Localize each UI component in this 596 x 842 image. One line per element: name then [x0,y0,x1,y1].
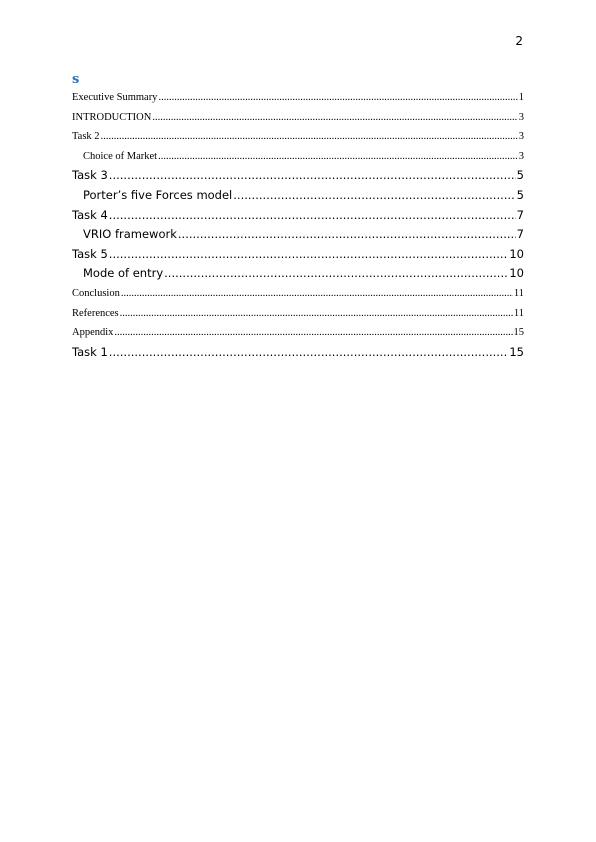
toc-entry-conclusion[interactable] [72,284,524,304]
toc-entry-page: 10 [509,266,524,281]
toc-entry-page: 3 [518,150,524,162]
toc-entry-porters-five-forces[interactable] [72,186,524,206]
toc-entry-choice-of-market[interactable] [72,147,524,167]
toc-dot-leader [114,323,512,343]
toc-dot-leader [178,225,516,245]
toc-entry-page: 1 [518,92,524,103]
toc-entry-label: Porter’s five Forces model [83,187,233,202]
toc-entry-page: 3 [518,111,524,123]
toc-entry-label: Choice of Market [83,150,158,162]
toc-entry-page: 11 [513,287,524,299]
toc-entry-task-1[interactable] [72,343,524,363]
toc-heading: s [72,72,80,87]
toc-entry-page: 7 [516,227,524,242]
toc-dot-leader [109,343,509,363]
toc-entry-mode-of-entry[interactable] [72,264,524,284]
toc-entry-executive-summary[interactable] [72,88,524,108]
toc-entry-page: 11 [513,307,524,319]
page-number: 2 [515,34,523,48]
toc-entry-page: 5 [516,168,524,183]
toc-dot-leader [121,284,513,304]
toc-entry-task-5[interactable] [72,245,524,265]
toc-entry-label: INTRODUCTION [72,111,152,123]
toc-dot-leader [158,147,518,167]
toc-entry-page: 3 [518,131,524,143]
toc-dot-leader [164,264,508,284]
toc-dot-leader [233,186,515,206]
toc-dot-leader [109,166,516,186]
toc-entry-task-3[interactable] [72,166,524,186]
toc-entry-page: 7 [516,207,524,222]
toc-entry-page: 15 [509,344,524,359]
toc-dot-leader [101,127,518,147]
toc-dot-leader [152,108,517,128]
toc-entry-label: References [72,307,119,319]
toc-entry-label: Task 5 [72,246,108,261]
toc-entry-page: 15 [513,327,524,339]
toc-entry-label: Task 3 [72,168,108,183]
toc-entry-task-4[interactable] [72,206,524,226]
toc-entry-label: Executive Summary [72,92,158,103]
toc-entry-appendix[interactable] [72,323,524,343]
toc-entry-task-2[interactable] [72,127,524,147]
toc-entry-label: Appendix [72,327,114,339]
toc-entry-label: Task 2 [72,131,100,143]
toc-entry-references[interactable] [72,304,524,324]
table-of-contents [72,88,524,362]
toc-entry-label: Conclusion [72,287,120,299]
toc-entry-label: Mode of entry [83,266,164,281]
toc-dot-leader [109,206,516,226]
toc-entry-label: Task 1 [72,344,108,359]
toc-entry-label: Task 4 [72,207,108,222]
toc-entry-label: VRIO framework [83,227,177,242]
toc-dot-leader [120,304,513,324]
toc-entry-page: 10 [509,246,524,261]
toc-dot-leader [158,88,517,108]
toc-entry-introduction[interactable] [72,108,524,128]
toc-entry-page: 5 [516,187,524,202]
toc-entry-vrio-framework[interactable] [72,225,524,245]
toc-dot-leader [109,245,509,265]
